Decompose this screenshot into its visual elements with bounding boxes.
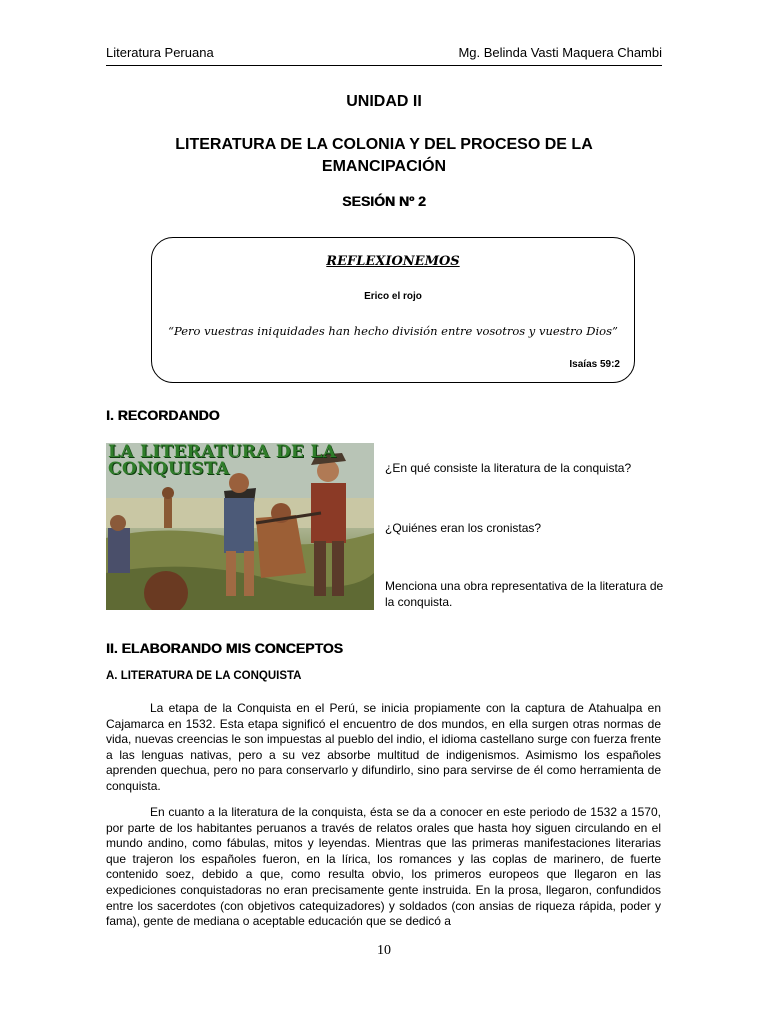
- reflection-reference: Isaías 59:2: [569, 359, 620, 370]
- session-heading: SESIÓN Nº 2: [342, 193, 426, 209]
- reflection-name: Erico el rojo: [364, 291, 422, 302]
- subsection-heading: A. LITERATURA DE LA CONQUISTA: [106, 670, 302, 682]
- paragraph-1-text: La etapa de la Conquista en el Perú, se inicia propiamente con la captura de Atahualpa en Cajamarca en 1532. Esta etapa significó el encuentro de dos mundos, en ella surgen otras normas de vida, nuevas creencias le son impuestas al pueblo del indio, el idioma castellano surge con fuerza frente a las lenguas nativas, pero a su vez absorbe multitud de indigenismos. Asimismo los españoles aprenden quechua, pero no para conservarlo y difundirlo, sino para servirse de él como herramienta de conquista.: [106, 701, 661, 793]
- paragraph-2-text: En cuanto a la literatura de la conquista, ésta se da a conocer en este periodo de 1532 a 1570, por parte de los habitantes peruanos a través de relatos orales que hasta hoy siguen circulando en el mundo andino, como fábulas, mitos y leyendas. Mientras que las primeras manifestaciones literarias que trajeron los españoles fueron, en la lírica, los romances y las coplas de marinero, de fuerte contenido soez, debido a que, como resulta obvio, los primeros europeos que llegaron en las expediciones conquistadoras no eran precisamente gente instruida. En la prosa, llegaron, confundidos entre los sacerdotes (con objetivos catequizadores) y soldados (con ansias de riqueza rápida, poder y fama), gente de mediana o aceptable educación que se dedicó a: [106, 805, 661, 929]
- page-number: 10: [377, 943, 391, 958]
- conquest-illustration: [106, 443, 374, 610]
- header-right-text: Mg. Belinda Vasti Maquera Chambi: [458, 45, 662, 60]
- reflection-quote: “Pero vuestras iniquidades han hecho división entre vosotros y vuestro Dios”: [168, 324, 618, 338]
- reflection-box: [151, 237, 635, 383]
- reflection-title: REFLEXIONEMOS: [326, 254, 460, 269]
- page-title: [106, 134, 662, 178]
- title-line-1: LITERATURA DE LA COLONIA Y DEL PROCESO DE LA: [175, 136, 593, 153]
- question-1: ¿En qué consiste la literatura de la conquista?: [385, 461, 632, 475]
- question-3: Menciona una obra representativa de la literatura de la conquista.: [385, 579, 664, 609]
- header-left-text: Literatura Peruana: [106, 45, 214, 60]
- paragraph-1: [106, 701, 661, 795]
- unit-heading: UNIDAD II: [346, 93, 422, 110]
- title-line-2: EMANCIPACIÓN: [321, 158, 447, 175]
- illustration-caption: [108, 444, 358, 478]
- header-divider: [106, 65, 662, 66]
- question-2: ¿Quiénes eran los cronistas?: [385, 521, 542, 535]
- section-elaborando: II. ELABORANDO MIS CONCEPTOS: [106, 640, 343, 656]
- caption-line-1: LA LITERATURA DE LA: [108, 443, 337, 462]
- paragraph-2: [106, 805, 661, 930]
- caption-line-2: CONQUISTA: [108, 459, 230, 479]
- section-recordando: I. RECORDANDO: [106, 407, 220, 423]
